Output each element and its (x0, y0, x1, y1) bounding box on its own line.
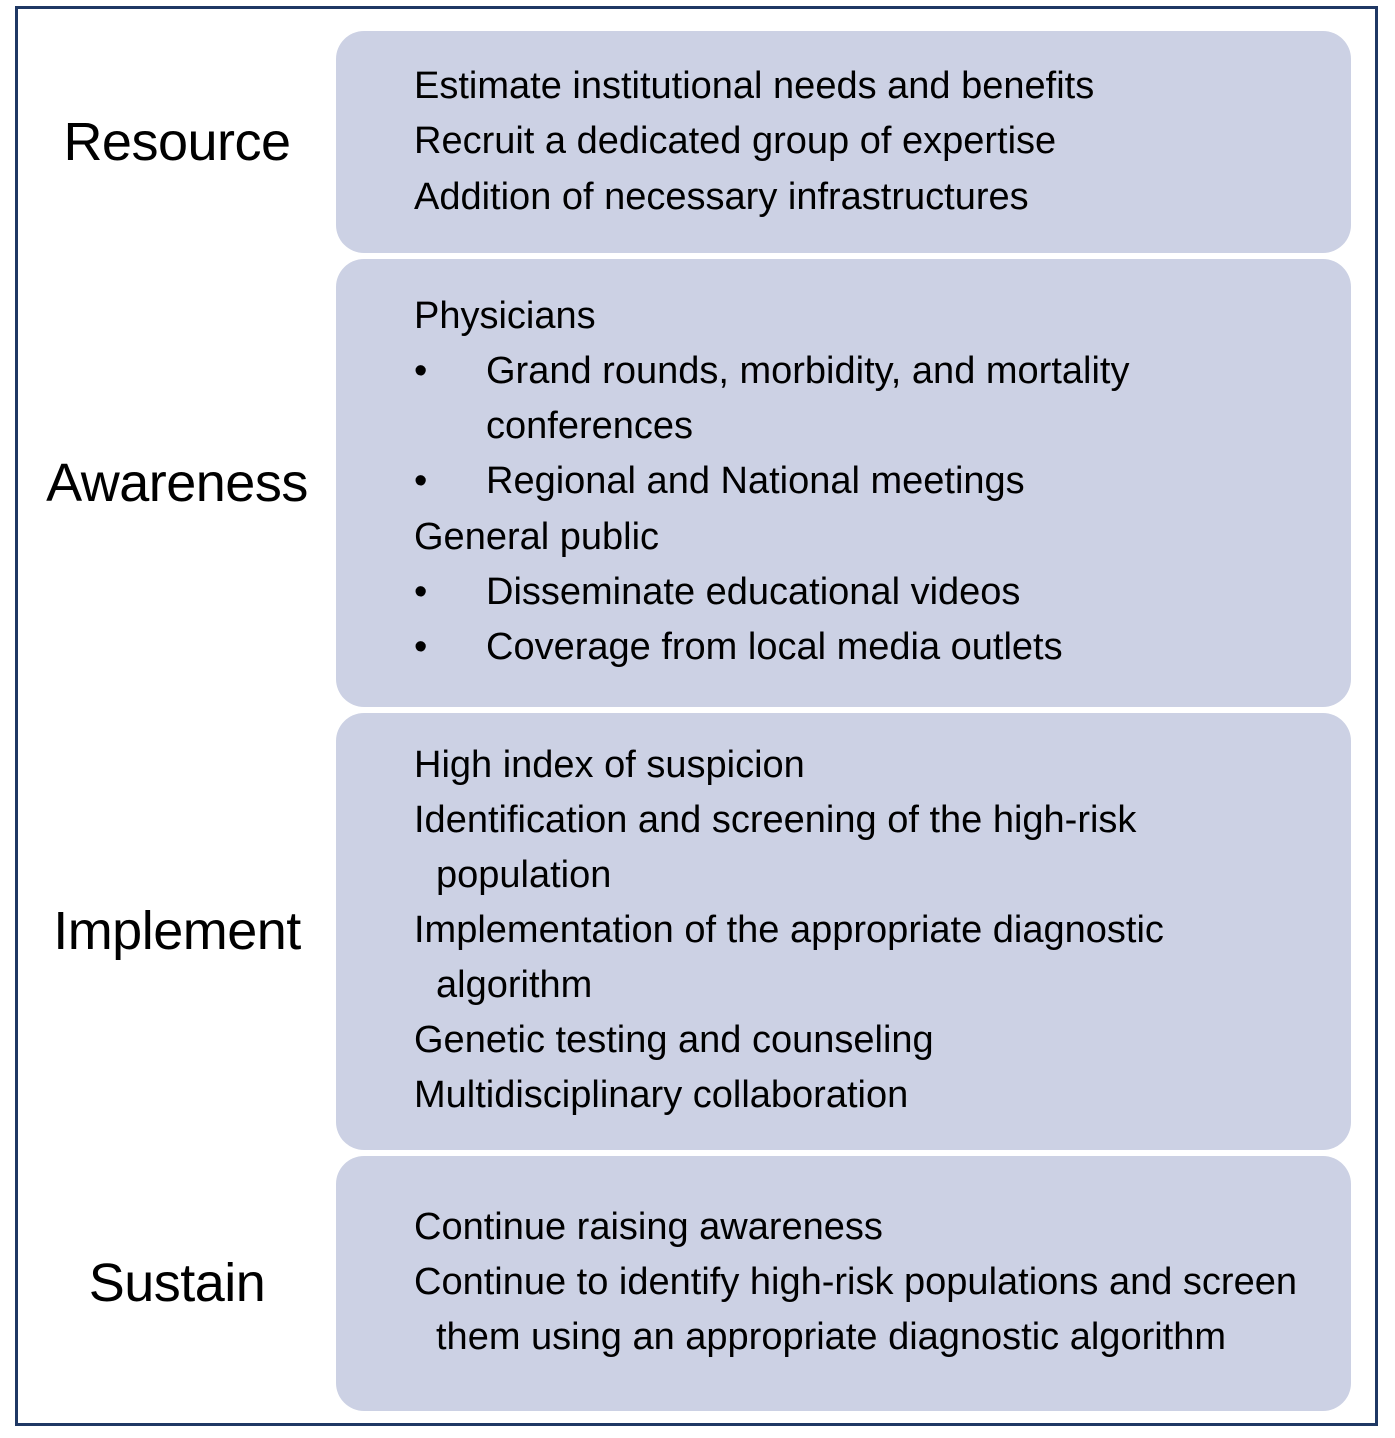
row-item: Estimate institutional needs and benefits (414, 65, 1095, 108)
row-label-implement: Implement (53, 901, 301, 962)
diagram-row-awareness (18, 259, 1375, 707)
row-bullet-text: Coverage from local media outlets (486, 625, 1063, 668)
row-item: Recruit a dedicated group of expertise (414, 120, 1057, 163)
row-item: Continue to identify high-risk populations and screen them using an appropriate diagnostic algorithm (414, 1260, 1297, 1359)
bullet-icon: • (414, 460, 428, 503)
diagram-frame (15, 6, 1378, 1426)
row-label-awareness: Awareness (46, 452, 308, 513)
diagram-rows (18, 9, 1375, 1423)
row-bullet-text: Regional and National meetings (486, 460, 1025, 503)
row-bullet-text: Disseminate educational videos (486, 570, 1021, 613)
row-content-implement (336, 713, 1351, 1150)
row-item: General public (414, 515, 660, 558)
row-label-resource: Resource (63, 111, 291, 172)
row-item: Identification and screening of the high-risk population (414, 798, 1137, 896)
row-bullet-text: Grand rounds, morbidity, and mortality conferences (486, 350, 1130, 448)
row-item: High index of suspicion (414, 743, 805, 786)
row-item: Multidisciplinary collaboration (414, 1074, 909, 1117)
row-bullet-item (414, 620, 1321, 675)
diagram-row-sustain (18, 1156, 1375, 1411)
row-item: Genetic testing and counseling (414, 1019, 934, 1062)
row-item: Addition of necessary infrastructures (414, 175, 1029, 218)
row-item: Physicians (414, 295, 596, 338)
row-bullet-item (414, 454, 1321, 509)
bullet-icon: • (414, 625, 428, 668)
row-content-resource (336, 31, 1351, 253)
bullet-icon: • (414, 350, 428, 393)
bullet-icon: • (414, 570, 428, 613)
diagram-row-resource (18, 31, 1375, 253)
row-content-sustain (336, 1156, 1351, 1411)
row-bullet-item (414, 565, 1321, 620)
diagram-row-implement (18, 713, 1375, 1150)
row-label-sustain: Sustain (88, 1253, 266, 1314)
row-item: Continue raising awareness (414, 1205, 883, 1248)
row-content-awareness (336, 259, 1351, 707)
row-item: Implementation of the appropriate diagnostic algorithm (414, 908, 1164, 1007)
row-bullet-item (414, 344, 1321, 454)
